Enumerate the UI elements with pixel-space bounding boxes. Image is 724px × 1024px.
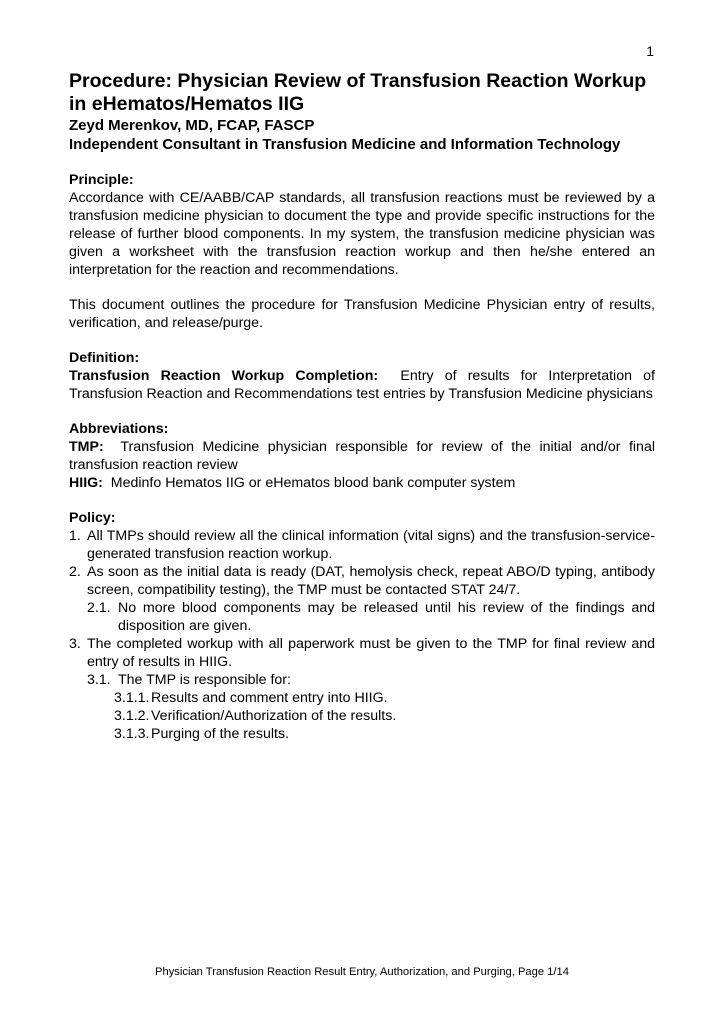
abbreviation-item <box>69 474 655 492</box>
author-affiliation: Independent Consultant in Transfusion Medicine and Information Technology <box>69 136 621 153</box>
policy-heading: Policy: <box>69 510 116 526</box>
policy-item-number: 3.1.2. <box>114 708 150 724</box>
policy-item-text: The TMP is responsible for: <box>118 672 291 688</box>
abbreviation-term: TMP: <box>69 439 104 455</box>
policy-item-number: 3.1.3. <box>114 726 150 742</box>
policy-item-number: 3.1. <box>87 672 111 688</box>
definition-heading: Definition: <box>69 350 140 366</box>
policy-item-number: 2. <box>69 564 81 580</box>
policy-subitem <box>87 671 655 689</box>
abbreviation-item <box>69 438 659 474</box>
policy-item <box>69 563 655 599</box>
abbreviations-heading: Abbreviations: <box>69 421 169 437</box>
principle-paragraph: Accordance with CE/AABB/CAP standards, all transfusion reactions must be reviewed by a transfusion medicine physician to document the type and provide specific instructions for the release of further blood components. In my system, the transfusion medicine physician was given a worksheet with the transfusion reaction workup and then he/she entered an interpretation for the reaction and recommendations. <box>69 190 655 278</box>
author-name: Zeyd Merenkov, MD, FCAP, FASCP <box>69 117 315 134</box>
definition-section <box>69 349 659 403</box>
policy-subsubitem <box>114 725 655 743</box>
policy-subsubitem <box>114 689 655 707</box>
abbreviation-text: Medinfo Hematos IIG or eHematos blood bank computer system <box>102 475 516 491</box>
principle-outline-paragraph: This document outlines the procedure for Transfusion Medicine Physician entry of results, verification, and release/purge. <box>69 297 655 331</box>
policy-item-text: All TMPs should review all the clinical information (vital signs) and the transfusion-service-generated transfusion reaction workup. <box>87 528 655 562</box>
abbreviation-text: Transfusion Medicine physician responsible for review of the initial and/or final transfusion reaction review <box>69 439 659 473</box>
policy-item-text: No more blood components may be released until his review of the findings and disposition are given. <box>118 600 655 634</box>
page-footer: Physician Transfusion Reaction Result Entry, Authorization, and Purging, Page 1/14 <box>155 966 569 978</box>
abbreviation-term: HIIG: <box>69 475 103 491</box>
policy-item-text: Results and comment entry into HIIG. <box>151 690 388 706</box>
policy-item-text: The completed workup with all paperwork must be given to the TMP for final review and entry of results in HIIG. <box>87 636 655 670</box>
definition-text: Entry of results for Interpretation of Transfusion Reaction and Recommendations test entries by Transfusion Medicine physicians <box>69 368 659 402</box>
abbreviations-section <box>69 420 659 492</box>
policy-item-number: 2.1. <box>87 600 111 616</box>
policy-item-number: 1. <box>69 528 81 544</box>
policy-list <box>69 527 655 743</box>
principle-heading: Principle: <box>69 172 134 188</box>
definition-paragraph <box>69 367 659 403</box>
definition-term: Transfusion Reaction Workup Completion: <box>69 368 379 384</box>
policy-item-text: As soon as the initial data is ready (DAT, hemolysis check, repeat ABO/D typing, antibody screen, compatibility testing), the TMP must be contacted STAT 24/7. <box>87 564 655 598</box>
policy-subitem <box>87 599 655 635</box>
document-title: Procedure: Physician Review of Transfusion Reaction Workup in eHematos/Hematos IIG <box>69 70 647 115</box>
policy-subsubitem <box>114 707 655 725</box>
policy-item-text: Purging of the results. <box>151 726 290 742</box>
policy-item-number: 3.1.1. <box>114 690 150 706</box>
document-body <box>69 70 659 743</box>
policy-item-text: Verification/Authorization of the results. <box>151 708 397 724</box>
principle-section <box>69 171 655 332</box>
policy-item <box>69 527 655 563</box>
policy-item <box>69 635 655 671</box>
page-number: 1 <box>646 43 654 59</box>
policy-section <box>69 509 655 743</box>
policy-item-number: 3. <box>69 636 81 652</box>
